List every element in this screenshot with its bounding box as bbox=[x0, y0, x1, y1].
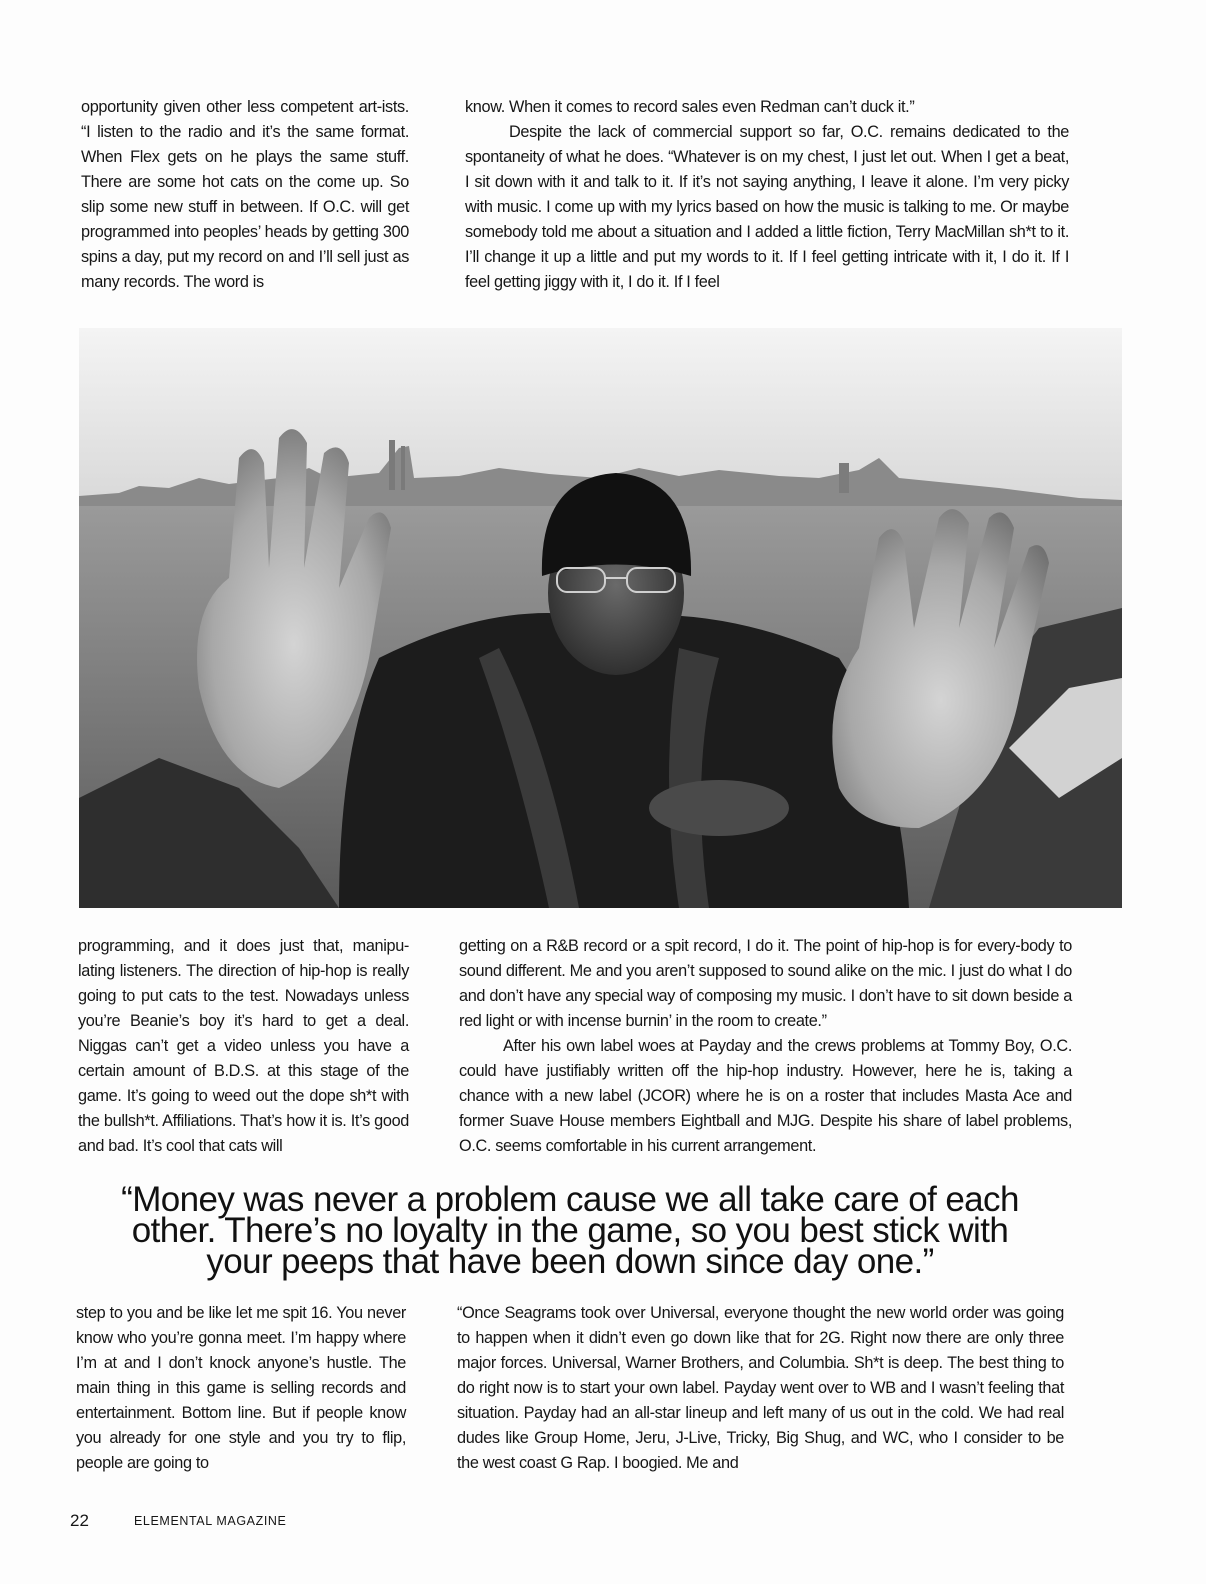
column-top-right bbox=[465, 95, 1069, 295]
pull-quote-line: other. There’s no loyalty in the game, so you best stick with bbox=[131, 1211, 1009, 1250]
column-top-left bbox=[81, 95, 409, 295]
pull-quote bbox=[60, 1180, 1080, 1281]
paragraph: getting on a R&B record or a spit record, I do it. The point of hip-hop is for every-body to sound different. Me and you aren’t supposed to sound alike on the mic. I just do what I do and don’t have any special way of composing my music. I don’t have to sit down beside a red light or with incense burnin’ in the room to create.” bbox=[459, 937, 1072, 1030]
paragraph: know. When it comes to record sales even Redman can’t duck it.” bbox=[465, 98, 915, 116]
feature-photo bbox=[79, 328, 1122, 908]
column-middle-right bbox=[459, 934, 1072, 1159]
paragraph: programming, and it does just that, manipu-lating listeners. The direction of hip-hop is really going to put cats to the test. Nowadays unless you’re Beanie’s boy it’s hard to get a deal. Niggas can’t get a video unless you have a certain amount of B.D.S. at this stage of the game. It’s going to weed out the dope sh*t with the bullsh*t. Affiliations. That’s how it is. It’s good and bad. It’s cool that cats will bbox=[78, 937, 409, 1155]
page-number: 22 bbox=[70, 1511, 89, 1530]
paragraph: “Once Seagrams took over Universal, everyone thought the new world order was going to happen when it didn’t even go down like that for 2G. Right now there are only three major forces. Universal, Warner Brothers, and Columbia. Sh*t is deep. The best thing to do right now is to start your own label. Payday went over to WB and I wasn’t feeling that situation. Payday had an all-star lineup and left many of us out in the cold. We had real dudes like Group Home, Jeru, J-Live, Tricky, Big Shug, and WC, who I consider to be the west coast G Rap. I boogied. Me and bbox=[457, 1304, 1064, 1472]
paragraph: Despite the lack of commercial support so far, O.C. remains dedicated to the spontaneity of what he does. “Whatever is on my chest, I just let out. When I get a beat, I sit down with it and talk to it. If it’s not saying anything, I leave it alone. I’m very picky with music. I come up with my lyrics based on how the music is talking to me. Or maybe somebody told me about a situation and I added a little fiction, Terry MacMillan sh*t to it. I’ll change it up a little and put my words to it. If I feel getting intricate with it, I do it. If I feel getting jiggy with it, I do it. If I feel bbox=[465, 123, 1069, 291]
column-middle-left bbox=[78, 934, 409, 1159]
paragraph: step to you and be like let me spit 16. You never know who you’re gonna meet. I’m happy where I’m at and I don’t knock anyone’s hustle. The main thing in this game is selling records and entertainment. Bottom line. But if people know you already for one style and you try to flip, people are going to bbox=[76, 1304, 406, 1472]
column-bottom-right bbox=[457, 1301, 1064, 1476]
column-bottom-left bbox=[76, 1301, 406, 1476]
pull-quote-line: your peeps that have been down since day one.” bbox=[206, 1242, 934, 1281]
magazine-name: ELEMENTAL MAGAZINE bbox=[134, 1514, 287, 1528]
paragraph: opportunity given other less competent art-ists. “I listen to the radio and it’s the same format. When Flex gets on he plays the same stuff. There are some hot cats on the come up. So slip some new stuff in between. If O.C. will get programmed into peoples’ heads by getting 300 spins a day, put my record on and I’ll sell just as many records. The word is bbox=[81, 98, 409, 291]
paragraph: After his own label woes at Payday and the crews problems at Tommy Boy, O.C. could have justifiably written off the hip-hop industry. However, here he is, taking a chance with a new label (JCOR) where he is on a roster that includes Masta Ace and former Suave House members Eightball and MJG. Despite his share of label problems, O.C. seems comfortable in his current arrangement. bbox=[459, 1037, 1072, 1155]
pull-quote-line: “Money was never a problem cause we all take care of each bbox=[121, 1180, 1019, 1219]
